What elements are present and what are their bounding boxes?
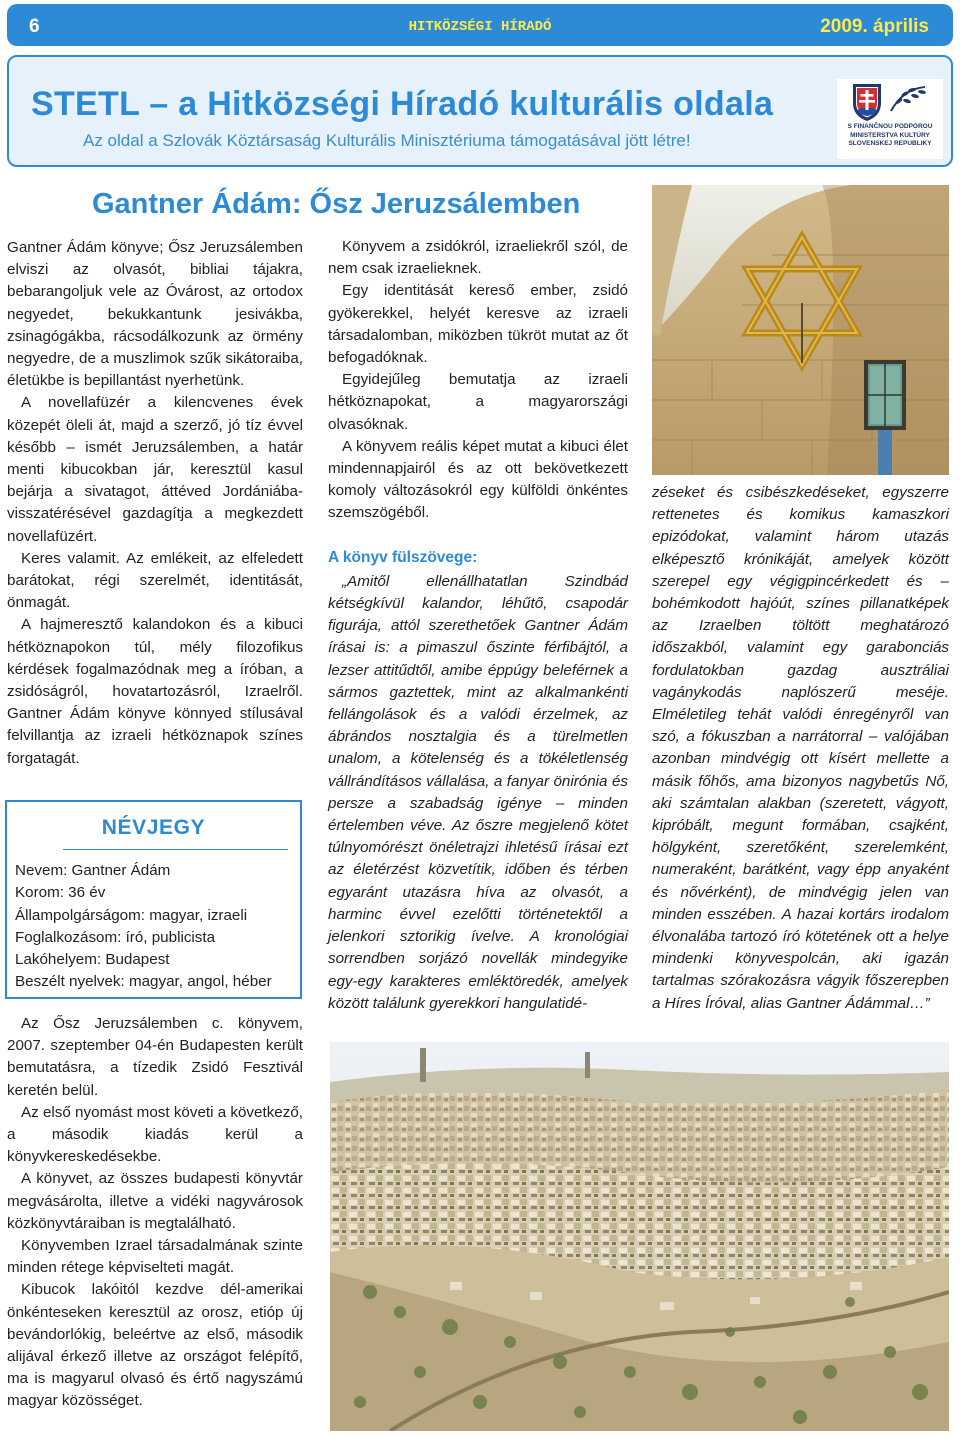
- article-title: Gantner Ádám: Ősz Jeruzsálemben: [92, 188, 581, 220]
- paragraph: A könyvem reális képet mutat a kibuci élet mindennapjairól és az ott bekövetkezett komoly változásokról egy külföldi önkéntes szemszögéből.: [328, 437, 628, 522]
- paragraph: Az első nyomást most követi a következő, a második kiadás kerül a könyvkereskedésekbe.: [7, 1103, 303, 1166]
- logo-caption: S FINANČNOU PODPOROU MINISTERSTVA KULTÚRY SLOVENSKEJ REPUBLIKY: [847, 123, 933, 148]
- jerusalem-panorama-photo: [330, 1042, 949, 1431]
- page-header-bar: [7, 4, 953, 46]
- card-line-occupation: Foglalkozásom: író, publicista: [15, 928, 216, 946]
- ministry-logo: [837, 79, 943, 159]
- card-line-languages: Beszélt nyelvek: magyar, angol, héber: [15, 973, 272, 991]
- paragraph: Kibucok lakóitól kezdve dél-amerikai önkénteseken keresztül az orosz, etióp új bevándorlókig, beleértve az első, második alijával érkező illetve az országot felépítő, ma is magyarul olvasó és értő nagyszámú magyar közösséget.: [7, 1281, 303, 1410]
- business-card-box: [5, 800, 302, 999]
- blurb-text-continued: zéseket és csibészkedéseket, egyszerre rettenetes és komikus kamaszkori epizódokat, valamint három utazás elképesztő krónikáját, amelyek között szerepel egy végigpincérkedett és – bohémkodott hajóút, színes pillanatképek az Izraelben töltött meghatározó időszakból, valamint egy garabonciás fordulatokban gazdag ausztráliai vagánykodás naplószerű meséje. Elméletileg tehát valódi énregényről van szó, a fókuszban a narrátorral – valójában azonban mindvégig ott kísért mellette a másik főhős, ama bizonyos nagybetűs Nő, aki számtalan alakban (szeretett, vágyott, kipróbált, megunt formában, csajként, hölgyként, szeretőként, szerelemként, numeraként, barátként, vagy épp anyaként és nővérként), de mindvégig jelen van minden esszében. A hazai kortárs irodalom élvonalába tartozó író kötetének ott a helye mindenki könyvespolcán, aki igazán tartalmas szórakozásra vágyik főszerepben a Híres Íróval, alias Gantner Ádámmal…”: [652, 484, 949, 1012]
- article-column-3: [652, 482, 949, 1015]
- blurb-heading: A könyv fülszövege:: [328, 548, 478, 566]
- card-line-citizenship: Állampolgárságom: magyar, izraeli: [15, 906, 248, 924]
- section-subtitle: Az oldal a Szlovák Köztársaság Kulturális Minisztériuma támogatásával jött létre!: [83, 131, 691, 150]
- blurb-text: „Amitől ellenállhatatlan Szindbád kétségkívül kalandor, léhűtő, csapodár figurája, attól szerethetőek Gantner Ádám írásai is: a pimaszul őszinte férfibájtól, a lezser attitűdtől, amibe éppúgy beleférnek a sármos gaztettek, mint az alkalmankénti fellángolások és a valódi érzelmek, az ábrándos nosztalgia és a türelmetlen unalom, a kötelenség és a tökéletlenség vállrándításos vállalása, a fanyar önirónia és persze a szabadság igénye – minden értelemben véve. Az őszre megjelenő kötet túlnyomórészt önéletrajzi ihletésű írásai ezt az életérzést közvetítik, időben és térben egyaránt utazásra híva az olvasót, a harminc évvel ezelőtti történetektől a jelenkori sztorikig ívelve. A kronológiai sorrendben sorjázó novellák mindegyike egy-egy karakteres emléktöredék, amelyek között találunk gyerekkori hangulatidé-: [328, 572, 628, 1012]
- publication-name: HITKÖZSÉGI HÍRADÓ: [408, 19, 552, 35]
- card-divider: [63, 849, 288, 850]
- card-title: NÉVJEGY: [101, 816, 206, 839]
- paragraph: Az Ősz Jeruzsálemben c. könyvem, 2007. szeptember 04-én Budapesten került bemutatásra, a tízedik Zsidó Fesztivál keretén belül.: [7, 1015, 303, 1099]
- page-number: 6: [29, 16, 40, 37]
- card-line-residence: Lakóhelyem: Budapest: [15, 951, 170, 969]
- paragraph: A hajmeresztő kalandokon és a kibuci hétköznapokon túl, mély filozofikus kérdések fogalmazódnak meg a íróban, a zsidóságról, hovatartozásról, Izraelről. Gantner Ádám könyve könnyed stílusával felvillantja az izraeli hétköznapok színes forgatagát.: [7, 616, 303, 767]
- card-details: [15, 860, 272, 994]
- article-column-1-continued: [7, 1013, 303, 1413]
- article-column-2: [328, 236, 628, 1015]
- article-column-1: [7, 237, 303, 770]
- paragraph: Egyidejűleg bemutatja az izraeli hétköznapokat, a magyarországi olvasóknak.: [328, 371, 628, 433]
- paragraph: Könyvem a zsidókról, izraeliekről szól, de nem csak izraelieknek.: [328, 238, 628, 278]
- paragraph: Gantner Ádám könyve; Ősz Jeruzsálemben elviszi az olvasót, bibliai tájakra, bebarangoljuk vele az Óvárost, az ortodox negyedet, bekukkantunk jesivákba, zsinagógákba, rácsodálkozunk az örmény negyedre, de a muszlimok szűk sikátoraiba, életükbe is bepillantást nyerhetünk.: [7, 239, 303, 390]
- paragraph: A novellafüzér a kilencvenes évek közepét öleli át, majd a szerző, jó tíz évvel később – ismét Jeruzsálemben, a határ menti kibucokban jár, keresztül kasul bejárja a sivatagot, áttéved Jordániába- visszatérésével gazdagítja a megkezdett novellafüzért.: [7, 394, 303, 545]
- paragraph: A könyvet, az összes budapesti könyvtár megvásárolta, illetve a vidéki nagyvárosok közkönyvtáraiban is megtalálható.: [7, 1170, 303, 1232]
- slovak-coat-of-arms-icon: [845, 81, 937, 123]
- section-title: STETL – a Hitközségi Híradó kulturális oldala: [31, 85, 774, 123]
- issue-date: 2009. április: [820, 16, 929, 37]
- section-banner: [7, 55, 953, 167]
- paragraph: Könyvemben Izrael társadalmának szinte minden rétege képviselteti magát.: [7, 1237, 303, 1277]
- card-line-age: Korom: 36 év: [15, 884, 106, 902]
- card-line-name: Nevem: Gantner Ádám: [15, 862, 171, 879]
- star-of-david-photo: [652, 185, 949, 475]
- paragraph: Egy identitását kereső ember, zsidó gyökerekkel, helyét keresve az izraeli társadalomban, miközben tükröt mutat az őt befogadóknak.: [328, 282, 628, 367]
- paragraph: Keres valamit. Az emlékeit, az elfeledett barátokat, régi szerelmét, identitását, önmagát.: [7, 549, 303, 612]
